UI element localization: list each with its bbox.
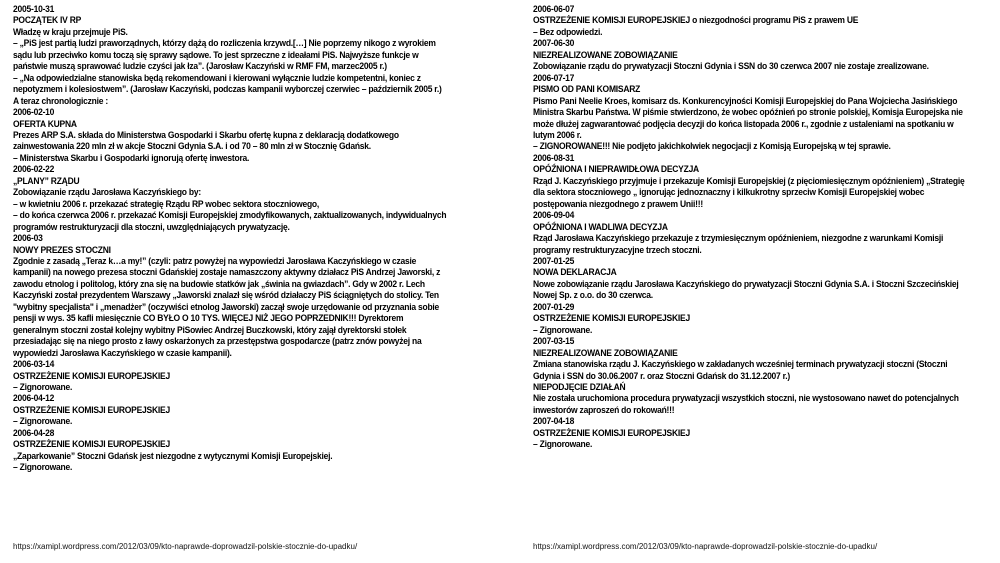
right-line-15: Rząd J. Kaczyńskiego przyjmuje i przekazuje Komisji Europejskiej (z pięciomiesięcznym opóźnieniem) „Strategię xyxy=(533,175,965,186)
right-line-1: OSTRZEŻENIE KOMISJI EUROPEJSKIEJ o niezgodności programu PiS z prawem UE xyxy=(533,15,859,26)
left-line-29: przesiadając się na niego prosto z ławy oskarżonych za przestępstwa gospodarcze (patrz znów powyżej na xyxy=(13,336,422,347)
left-line-19: programów restrukturyzacji dla stoczni, uwzględniających prywatyzację. xyxy=(13,221,290,232)
right-line-7: PISMO OD PANI KOMISARZ xyxy=(533,84,641,95)
left-line-10: OFERTA KUPNA xyxy=(13,118,77,129)
right-line-0: 2006-06-07 xyxy=(533,4,575,14)
right-line-25: Nowej Sp. z o.o. do 30 czerwca. xyxy=(533,290,653,301)
left-line-9: 2006-02-10 xyxy=(13,107,55,118)
left-line-25: Kaczyński został prezydentem Warszawy „Jaworski znalazł się wśród działaczy PiS ściągniętych do stolicy. Ten xyxy=(13,290,439,301)
left-line-13: – Ministerstwa Skarbu i Gospodarki ignorują ofertę inwestora. xyxy=(13,152,250,163)
left-line-6: – „Na odpowiedzialne stanowiska będą rekomendowani i kierowani wyłącznie ludzie kompetentni, koniec z xyxy=(13,72,421,83)
right-line-20: Rząd Jarosława Kaczyńskiego przekazuje z trzymiesięcznym opóźnieniem, niezgodne z warunkami Komisji xyxy=(533,233,944,244)
right-line-26: 2007-01-29 xyxy=(533,301,575,312)
left-line-34: 2006-04-12 xyxy=(13,393,55,404)
right-line-27: OSTRZEŻENIE KOMISJI EUROPEJSKIEJ xyxy=(533,313,690,324)
left-line-11: Prezes ARP S.A. składa do Ministerstwa Gospodarki i Skarbu ofertę kupna z deklaracją dodatkowego xyxy=(13,129,399,140)
left-line-40: – Zignorowane. xyxy=(13,462,73,473)
right-line-37: OSTRZEŻENIE KOMISJI EUROPEJSKIEJ xyxy=(533,427,690,438)
source-url-left: https://xamipl.wordpress.com/2012/03/09/kto-naprawde-doprowadzil-polskie-stocznie-do-upadku/ xyxy=(13,542,358,551)
right-line-12: – ZIGNOROWANE!!! Nie podjęto jakichkolwiek negocjacji z Komisją Europejską w tej sprawie. xyxy=(533,141,891,152)
left-line-12: zainwestowania 220 mln zł w akcje Stoczni Gdynia S.A. i od 70 – 80 mln zł w Stocznię Gdańsk. xyxy=(13,141,371,152)
right-line-24: Nowe zobowiązanie rządu Jarosława Kaczyńskiego do prywatyzacji Stoczni Gdynia S.A. i Stoczni Szczecińskiej xyxy=(533,278,959,289)
left-line-15: „PLANY” RZĄDU xyxy=(13,175,80,186)
right-line-29: 2007-03-15 xyxy=(533,336,575,347)
right-line-35: inwestorów zaproszeń do rokowań!!! xyxy=(533,404,675,415)
left-line-35: OSTRZEŻENIE KOMISJI EUROPEJSKIEJ xyxy=(13,404,170,415)
left-line-5: państwie muszą sprawować ludzie czyści jak łza”. (Jarosław Kaczyński w RMF FM, marzec2005 r.) xyxy=(13,61,387,72)
right-line-22: 2007-01-25 xyxy=(533,255,575,266)
left-line-23: kampanii) na nowego prezesa stoczni Gdańskiej zostaje namaszczony aktywny działacz PiS Andrzej Jaworski, z xyxy=(13,267,441,278)
right-line-33: NIEPODJĘCIE DZIAŁAŃ xyxy=(533,381,626,392)
right-line-36: 2007-04-18 xyxy=(533,416,575,427)
left-line-28: generalnym stoczni został kolejny wybitny PiSowiec Andrzej Buczkowski, który zajął dyrektorski stołek xyxy=(13,324,407,335)
right-line-6: 2006-07-17 xyxy=(533,72,575,83)
left-line-37: 2006-04-28 xyxy=(13,427,55,438)
right-line-17: postępowania niezgodnego z prawem Unii!!! xyxy=(533,198,703,209)
right-line-23: NOWA DEKLARACJA xyxy=(533,267,617,278)
left-line-3: – „PiS jest partią ludzi praworządnych, którzy dążą do rozliczenia krzywd.[…] Nie poprzemy nikogo z wyrokiem xyxy=(13,38,436,49)
left-line-20: 2006-03 xyxy=(13,233,43,244)
right-line-38: – Zignorowane. xyxy=(533,439,593,450)
right-line-32: Gdynia i SSN do 30.06.2007 r. oraz Stoczni Gdańsk do 31.12.2007 r.) xyxy=(533,370,791,381)
left-line-33: – Zignorowane. xyxy=(13,381,73,392)
left-line-7: nepotyzmem i kolesiostwem”. (Jarosław Kaczyński, podczas kampanii wyborczej czerwiec – październik 2005 r.) xyxy=(13,84,442,95)
left-line-22: Zgodnie z zasadą „Teraz k…a my!” (czyli: patrz powyżej na wypowiedzi Jarosława Kaczyńskiego w czasie xyxy=(13,255,417,266)
left-line-17: – w kwietniu 2006 r. przekazać strategię Rządu RP wobec sektora stoczniowego, xyxy=(13,198,320,209)
right-line-28: – Zignorowane. xyxy=(533,324,593,335)
right-line-5: Zobowiązanie rządu do prywatyzacji Stoczni Gdynia i SSN do 30 czerwca 2007 nie zostaje zrealizowane. xyxy=(533,61,929,72)
right-line-11: lutym 2006 r. xyxy=(533,129,582,140)
right-line-13: 2006-08-31 xyxy=(533,152,575,163)
left-line-26: "wybitny specjalista" i „menadżer” (oczywiści etnolog Jaworski) zaczął swoje urzędowanie od przyznania sobie xyxy=(13,301,440,312)
right-line-3: 2007-06-30 xyxy=(533,38,575,49)
right-line-9: Ministra Skarbu Państwa. W piśmie stwierdzono, że wobec opóźnień po stronie polskiej, Komisja Europejska nie xyxy=(533,107,963,118)
left-text-column xyxy=(13,4,445,474)
right-line-8: Pismo Pani Neelie Kroes, komisarz ds. Konkurencyjności Komisji Europejskiej do Pana Wojciecha Jasińskiego xyxy=(533,95,958,106)
right-line-16: dla sektora stoczniowego „ ignorując jednoznaczny i kilkukrotny sprzeciw Komisji Europejskiej wobec xyxy=(533,187,925,198)
left-line-16: Zobowiązanie rządu Jarosława Kaczyńskiego by: xyxy=(13,187,201,198)
left-line-27: pensji w wys. 35 kafli miesięcznie CO BYŁO O 10 TYS. WIĘCEJ NIŻ JEGO POPRZEDNIK!!! Dyrektorem xyxy=(13,313,404,324)
source-url-right: https://xamipl.wordpress.com/2012/03/09/kto-naprawde-doprowadzil-polskie-stocznie-do-upadku/ xyxy=(533,542,878,551)
left-line-39: „Zaparkowanie” Stoczni Gdańsk jest niezgodne z wytycznymi Komisji Europejskiej. xyxy=(13,450,333,461)
left-line-4: sądu lub przeciwko komu toczą się sprawy sądowe. To jest sprzeczne z ideałami PiS. Najwyższe funkcje w xyxy=(13,49,419,60)
left-line-0: 2005-10-31 xyxy=(13,4,55,14)
right-line-18: 2006-09-04 xyxy=(533,210,575,221)
right-line-19: OPÓŹNIONA I WADLIWA DECYZJA xyxy=(533,221,668,232)
left-line-21: NOWY PREZES STOCZNI xyxy=(13,244,111,255)
right-line-4: NIEZREALIZOWANE ZOBOWIĄZANIE xyxy=(533,49,678,60)
right-line-2: – Bez odpowiedzi. xyxy=(533,26,603,37)
left-line-38: OSTRZEŻENIE KOMISJI EUROPEJSKIEJ xyxy=(13,439,170,450)
left-line-32: OSTRZEŻENIE KOMISJI EUROPEJSKIEJ xyxy=(13,370,170,381)
right-line-10: może dłużej zagwarantować podjęcia decyzji do końca listopada 2006 r., zgodnie z ustaleniami na spotkaniu w xyxy=(533,118,954,129)
left-line-8: A teraz chronologicznie : xyxy=(13,95,108,106)
right-line-34: Nie została uruchomiona procedura prywatyzacji wszystkich stoczni, nie wystosowano nawet do potencjalnych xyxy=(533,393,959,404)
left-line-14: 2006-02-22 xyxy=(13,164,55,175)
left-line-1: POCZĄTEK IV RP xyxy=(13,15,82,26)
left-line-18: – do końca czerwca 2006 r. przekazać Komisji Europejskiej zmodyfikowanych, zaktualizowanych, indywidualnych xyxy=(13,210,447,221)
right-line-21: programy restrukturyzacyjne trzech stoczni. xyxy=(533,244,702,255)
left-line-24: zawodu etnolog i politolog, który zna się na budowie statków jak „świnia na gwiazdach”. Gdy w 2002 r. Lech xyxy=(13,278,425,289)
right-line-30: NIEZREALIZOWANE ZOBOWIĄZANIE xyxy=(533,347,678,358)
left-line-31: 2006-03-14 xyxy=(13,359,55,370)
right-text-column xyxy=(533,4,965,451)
left-line-2: Władzę w kraju przejmuje PiS. xyxy=(13,26,128,37)
left-line-30: wypowiedzi Jarosława Kaczyńskiego w czasie kampanii). xyxy=(13,347,232,358)
left-line-36: – Zignorowane. xyxy=(13,416,73,427)
right-line-31: Zmiana stanowiska rządu J. Kaczyńskiego w zakładanych wcześniej terminach prywatyzacji stoczni (Stoczni xyxy=(533,359,948,370)
right-line-14: OPÓŹNIONA I NIEPRAWIDŁOWA DECYZJA xyxy=(533,164,699,175)
